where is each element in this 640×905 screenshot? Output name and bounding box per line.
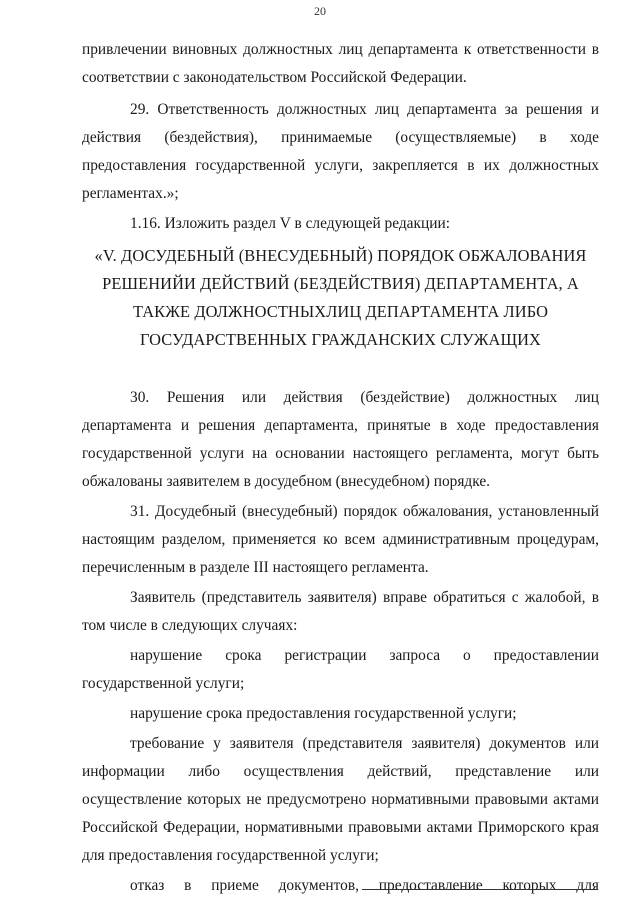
page-number: 20	[314, 4, 326, 18]
paragraph-1-16: 1.16. Изложить раздел V в следующей редакции:	[130, 215, 450, 232]
list-item-documents-requirement: требование у заявителя (представителя заявителя) документов или информации либо осуществления действий, представление или осуществление которых не предусмотрено нормативными правовыми актами Российской Федерации, нормативными правовыми актами Приморского края для предоставления государственной услуги;	[82, 735, 599, 864]
paragraph-29: 29. Ответственность должностных лиц департамента за решения и действия (бездействия), принимаемые (осуществляемые) в ходе предоставления государственной услуги, закрепляется в их должностных регламентах.»;	[82, 101, 599, 202]
paragraph-31: 31. Досудебный (внесудебный) порядок обжалования, установленный настоящим разделом, применяется ко всем административным процедурам, перечисленным в разделе III настоящего регламента.	[82, 503, 599, 576]
paragraph-continuation: привлечении виновных должностных лиц департамента к ответственности в соответствии с законодательством Российской Федерации.	[82, 41, 599, 86]
paragraph-30: 30. Решения или действия (бездействие) должностных лиц департамента и решения департамента, принятые в ходе предоставления государственной услуги на основании настоящего регламента, могут быть обжалованы заявителем в досудебном (внесудебном) порядке.	[82, 389, 599, 490]
footer-rule	[362, 889, 598, 890]
section-heading: «V. ДОСУДЕБНЫЙ (ВНЕСУДЕБНЫЙ) ПОРЯДОК ОБЖАЛОВАНИЯ РЕШЕНИЙИ ДЕЙСТВИЙ (БЕЗДЕЙСТВИЯ) ДЕПАРТАМЕНТА, А ТАКЖЕ ДОЛЖНОСТНЫХЛИЦ ДЕПАРТАМЕНТА ЛИБО ГОСУДАРСТВЕННЫХ ГРАЖДАНСКИХ СЛУЖАЩИХ	[94, 246, 587, 349]
paragraph-complaint-intro: Заявитель (представитель заявителя) вправе обратиться с жалобой, в том числе в следующих случаях:	[82, 589, 599, 634]
document-body	[82, 36, 599, 900]
list-item-refusal: отказ в приеме документов, предоставление которых для	[130, 877, 599, 894]
spacer	[82, 354, 599, 384]
list-item-registration-violation: нарушение срока регистрации запроса о предоставлении государственной услуги;	[82, 647, 599, 692]
list-item-deadline-violation: нарушение срока предоставления государственной услуги;	[130, 705, 517, 722]
